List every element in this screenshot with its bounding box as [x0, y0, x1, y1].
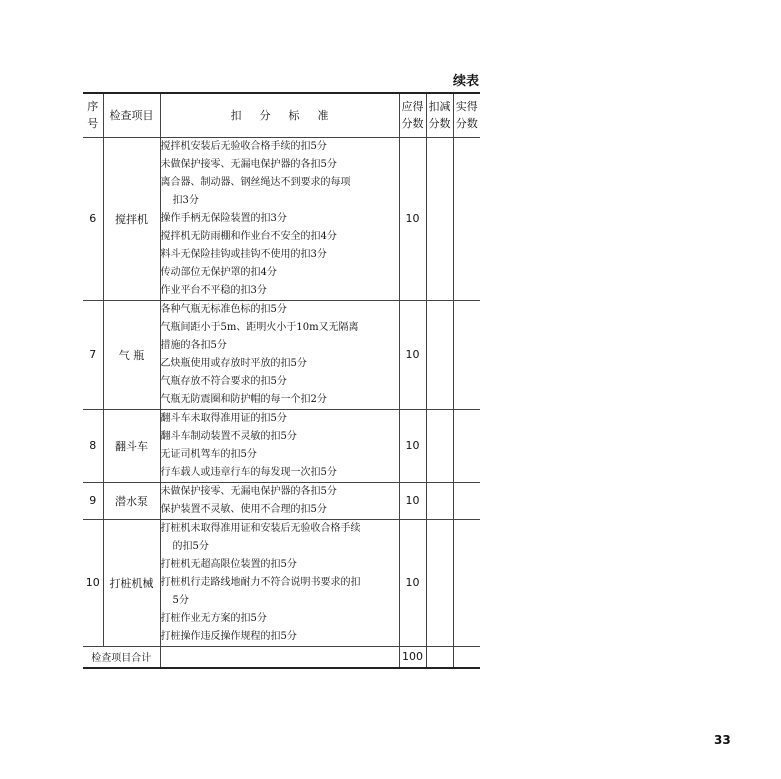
total-label: 检查项目合计	[83, 646, 160, 668]
criteria-line: 未做保护接零、无漏电保护器的各扣5分	[160, 158, 337, 170]
criteria-line: 气瓶存放不符合要求的扣5分	[160, 375, 287, 387]
criteria-line: 无证司机驾车的扣5分	[160, 448, 257, 460]
criteria-line: 传动部位无保护罩的扣4分	[160, 266, 277, 278]
inspection-table	[83, 92, 480, 669]
deduct-score-cell	[426, 137, 453, 300]
table-row	[83, 300, 480, 409]
total-row	[83, 646, 480, 668]
due-score: 10	[399, 482, 426, 519]
criteria-line: 料斗无保险挂钩或挂钩不使用的扣3分	[160, 248, 327, 260]
criteria-line: 翻斗车未取得准用证的扣5分	[160, 412, 287, 424]
actual-score-cell	[453, 137, 480, 300]
row-number: 7	[83, 300, 103, 409]
deduction-criteria	[160, 482, 399, 519]
criteria-line: 离合器、制动器、钢丝绳达不到要求的每项	[160, 176, 351, 188]
row-number: 6	[83, 137, 103, 300]
criteria-line: 搅拌机安装后无验收合格手续的扣5分	[160, 140, 327, 152]
page-number: 33	[714, 733, 731, 747]
table-row	[83, 519, 480, 646]
total-standard-cell	[160, 646, 399, 668]
criteria-line: 保护装置不灵敏、使用不合理的扣5分	[160, 503, 327, 515]
actual-score-cell	[453, 409, 480, 482]
deduct-score-cell	[426, 409, 453, 482]
table-row	[83, 137, 480, 300]
deduction-criteria	[160, 409, 399, 482]
row-number: 9	[83, 482, 103, 519]
criteria-line: 行车载人或违章行车的每发现一次扣5分	[160, 466, 337, 478]
deduct-score-cell	[426, 482, 453, 519]
total-score: 100	[399, 646, 426, 668]
deduction-criteria	[160, 519, 399, 646]
header-no: 序 号	[83, 93, 103, 137]
actual-score-cell	[453, 300, 480, 409]
table-row	[83, 482, 480, 519]
row-number: 10	[83, 519, 103, 646]
criteria-line: 5分	[172, 594, 189, 606]
total-actual-cell	[453, 646, 480, 668]
criteria-line: 打桩机未取得准用证和安装后无验收合格手续	[160, 522, 361, 534]
criteria-line: 措施的各扣5分	[160, 339, 227, 351]
row-number: 8	[83, 409, 103, 482]
criteria-line: 操作手柄无保险装置的扣3分	[160, 212, 287, 224]
criteria-line: 打桩操作违反操作规程的扣5分	[160, 630, 297, 642]
criteria-line: 气瓶间距小于5m、距明火小于10m又无隔离	[160, 321, 359, 333]
deduction-criteria	[160, 137, 399, 300]
check-item: 搅拌机	[103, 137, 160, 300]
criteria-line: 未做保护接零、无漏电保护器的各扣5分	[160, 485, 337, 497]
criteria-line: 打桩机行走路线地耐力不符合说明书要求的扣	[160, 576, 361, 588]
criteria-line: 搅拌机无防雨棚和作业台不安全的扣4分	[160, 230, 337, 242]
deduction-criteria	[160, 300, 399, 409]
deduct-score-cell	[426, 519, 453, 646]
header-deduct-score: 扣减 分数	[426, 93, 453, 137]
due-score: 10	[399, 300, 426, 409]
continuation-label: 续表	[453, 74, 480, 89]
criteria-line: 翻斗车制动装置不灵敏的扣5分	[160, 430, 297, 442]
criteria-line: 的扣5分	[172, 540, 209, 552]
criteria-line: 打桩机无超高限位装置的扣5分	[160, 558, 297, 570]
check-item: 翻斗车	[103, 409, 160, 482]
header-row	[83, 93, 480, 137]
header-actual-score: 实得 分数	[453, 93, 480, 137]
header-item: 检查项目	[103, 93, 160, 137]
due-score: 10	[399, 519, 426, 646]
criteria-line: 乙炔瓶使用或存放时平放的扣5分	[160, 357, 307, 369]
actual-score-cell	[453, 519, 480, 646]
actual-score-cell	[453, 482, 480, 519]
table-row	[83, 409, 480, 482]
check-item: 气 瓶	[103, 300, 160, 409]
criteria-line: 作业平台不平稳的扣3分	[160, 284, 267, 296]
criteria-line: 气瓶无防震圈和防护帽的每一个扣2分	[160, 393, 327, 405]
check-item: 潜水泵	[103, 482, 160, 519]
header-due-score: 应得 分数	[399, 93, 426, 137]
criteria-line: 各种气瓶无标准色标的扣5分	[160, 303, 287, 315]
due-score: 10	[399, 409, 426, 482]
deduct-score-cell	[426, 300, 453, 409]
header-standard: 扣分标准	[160, 93, 399, 137]
total-deduct-cell	[426, 646, 453, 668]
check-item: 打桩机械	[103, 519, 160, 646]
criteria-line: 扣3分	[172, 194, 199, 206]
due-score: 10	[399, 137, 426, 300]
criteria-line: 打桩作业无方案的扣5分	[160, 612, 267, 624]
